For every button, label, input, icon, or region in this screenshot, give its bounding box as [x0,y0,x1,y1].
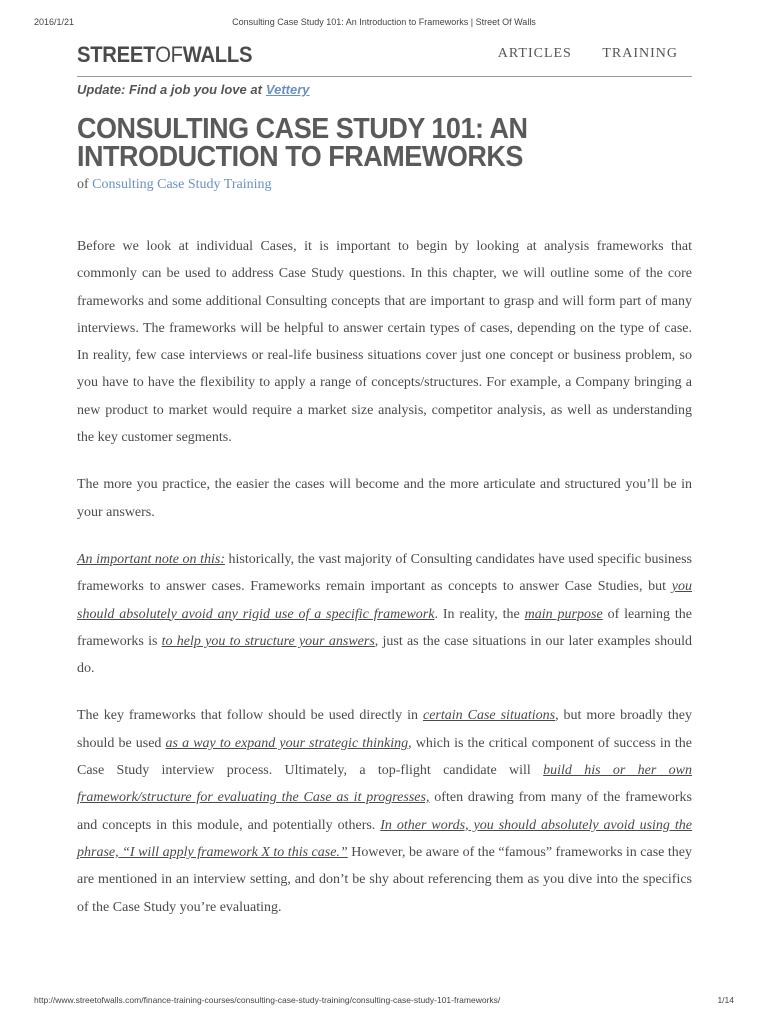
text-segment: . In reality, the [434,606,525,622]
page-url: http://www.streetofwalls.com/finance-training-courses/consulting-case-study-training/consulting-case-study-101-frameworks/ [34,995,501,1005]
emphasis-own-framework: build his or her own framework/structure for evaluating the Case as it progresses, [77,763,692,806]
text-segment: often drawing from many of the frameworks and concepts in this module, and potentially others. [77,790,693,833]
byline [77,177,271,193]
course-link[interactable]: Consulting Case Study Training [92,177,272,192]
nav-training-link[interactable]: TRAINING [602,46,678,61]
important-note-label: An important note on this: [77,551,225,567]
text-segment: However, be aware of the “famous” frameworks in case they are mentioned in an interview setting, and don’t be shy about referencing them as you dive into the specifics of the Case Study you’re evaluating. [77,844,693,915]
print-header [0,17,768,31]
update-text: Update: Find a job you love at [77,82,262,97]
page-number: 1/14 [717,995,734,1005]
paragraph-important-note [77,546,692,682]
byline-prefix: of [77,177,89,192]
site-header [77,40,692,77]
main-nav [472,46,678,62]
emphasis-avoid-rigid: you should absolutely avoid any rigid use of a specific framework [77,579,692,622]
print-title: Consulting Case Study 101: An Introduction to Frameworks | Street Of Walls [232,17,536,27]
paragraph-intro: Before we look at individual Cases, it is important to begin by looking at analysis frameworks that commonly can be used to address Case Study questions. In this chapter, we will outline some of the core frameworks and some additional Consulting concepts that are important to grasp and will form part of many interviews. The frameworks will be helpful to answer certain types of cases, depending on the type of case. In reality, few case interviews or real-life business situations cover just one concept or business problem, so you have to have the flexibility to apply a range of concepts/structures. For example, a Company bringing a new product to market would require a market size analysis, competitor analysis, as well as understanding the key customer segments. [77,239,692,446]
nav-articles-link[interactable]: ARTICLES [497,46,572,61]
text-segment: , just as the case situations in our later examples should do. [77,633,692,677]
text-segment: , but more broadly they should be used [77,708,692,751]
site-logo[interactable] [77,42,252,68]
emphasis-structure-answers: to help you to structure your answers [161,633,375,649]
logo-part-street: STREET [77,42,156,67]
text-segment: of learning the frameworks is [77,606,692,649]
emphasis-certain-situations: certain Case situations [423,708,556,724]
paragraph-practice: The more you practice, the easier the cases will become and the more articulate and structured you’ll be in your answers. [77,477,692,520]
logo-part-walls: WALLS [182,42,253,67]
update-banner [77,82,310,97]
vettery-link[interactable]: Vettery [265,82,310,97]
logo-part-of: OF [155,42,183,67]
page-title: CONSULTING CASE STUDY 101: AN INTRODUCTION TO FRAMEWORKS [77,113,528,173]
text-segment: , which is the critical component of success in the Case Study interview process. Ultimately, a top-flight candidate will [77,735,693,779]
emphasis-main-purpose: main purpose [524,606,603,622]
emphasis-avoid-phrase: In other words, you should absolutely avoid using the phrase, “I will apply framework X to this case.” [77,817,692,860]
article-body [77,233,692,941]
print-date: 2016/1/21 [34,17,75,27]
emphasis-strategic-thinking: as a way to expand your strategic thinking [165,735,409,751]
paragraph-key-frameworks [77,702,692,920]
text-segment: The key frameworks that follow should be used directly in [77,708,423,724]
text-segment: historically, the vast majority of Consulting candidates have used specific business frameworks to answer cases. Frameworks remain important as concepts to answer Case Studies, but [77,551,692,595]
